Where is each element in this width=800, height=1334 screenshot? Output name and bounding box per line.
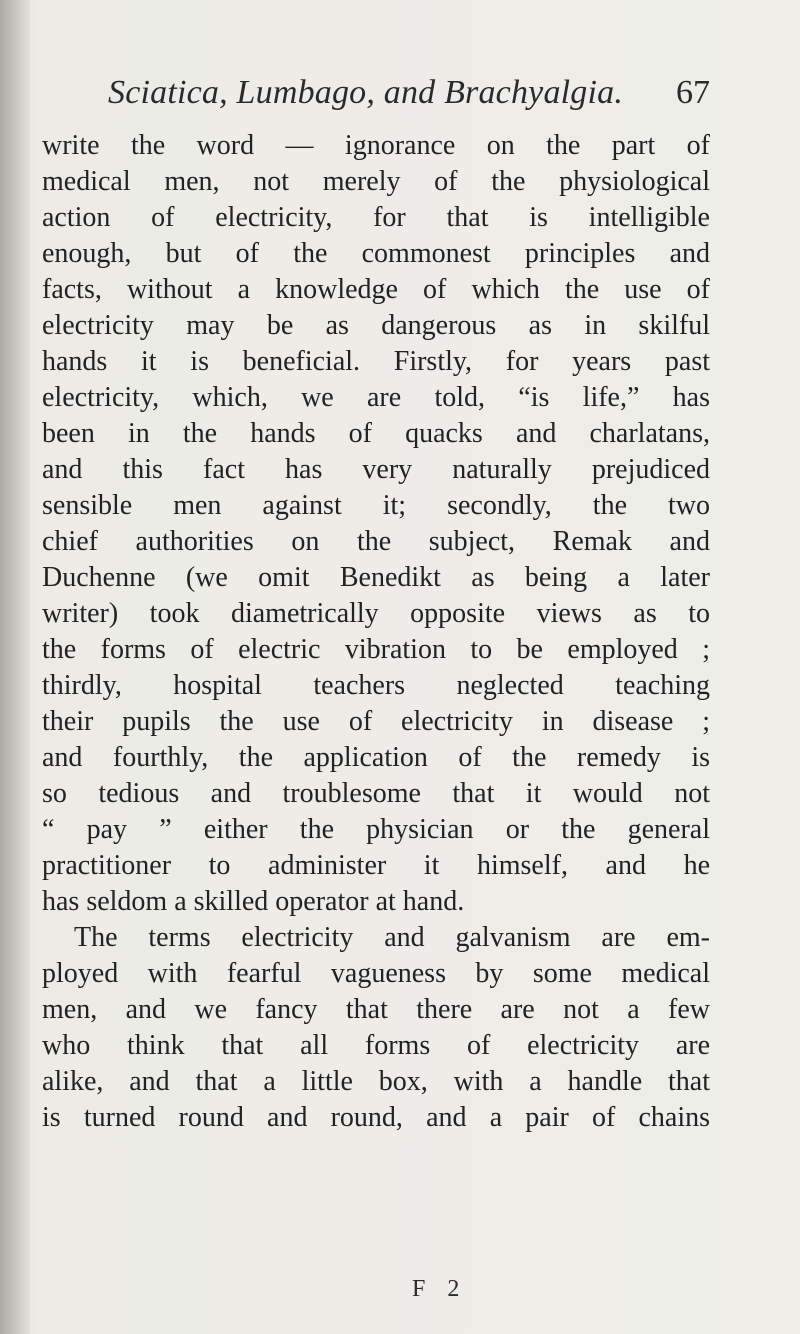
text-line: The terms electricity and galvanism are em- (74, 922, 710, 953)
gutter-shadow (0, 0, 30, 1334)
text-line: is turned round and round, and a pair of chains (42, 1102, 710, 1133)
text-line: writer) took diametrically opposite views as to (42, 598, 710, 629)
text-line: who think that all forms of electricity are (42, 1030, 710, 1061)
text-line: men, and we fancy that there are not a few (42, 994, 710, 1025)
text-line: ployed with fearful vagueness by some medical (42, 958, 710, 989)
text-line: alike, and that a little box, with a handle that (42, 1066, 710, 1097)
running-head: Sciatica, Lumbago, and Brachyalgia. (108, 74, 624, 111)
text-line: facts, without a knowledge of which the use of (42, 274, 710, 305)
body-text (42, 128, 710, 1136)
text-line: been in the hands of quacks and charlatans, (42, 418, 710, 449)
text-line: electricity may be as dangerous as in skilful (42, 310, 710, 341)
text-line: write the word — ignorance on the part of (42, 130, 710, 161)
text-line: action of electricity, for that is intelligible (42, 202, 710, 233)
text-line: practitioner to administer it himself, and he (42, 850, 710, 881)
text-line: thirdly, hospital teachers neglected teaching (42, 670, 710, 701)
text-line: electricity, which, we are told, “is life,” has (42, 382, 710, 413)
text-line: medical men, not merely of the physiological (42, 166, 710, 197)
text-line: hands it is beneficial. Firstly, for years past (42, 346, 710, 377)
text-line: their pupils the use of electricity in disease ; (42, 706, 710, 737)
text-line: sensible men against it; secondly, the two (42, 490, 710, 521)
signature-mark: F 2 (412, 1276, 468, 1302)
text-line: has seldom a skilled operator at hand. (42, 886, 465, 917)
text-line: chief authorities on the subject, Remak and (42, 526, 710, 557)
text-line: Duchenne (we omit Benedikt as being a later (42, 562, 710, 593)
text-line: “ pay ” either the physician or the general (42, 814, 710, 845)
text-line: so tedious and troublesome that it would not (42, 778, 710, 809)
text-line: enough, but of the commonest principles and (42, 238, 710, 269)
text-line: and fourthly, the application of the remedy is (42, 742, 710, 773)
page-number: 67 (676, 74, 710, 111)
text-line: the forms of electric vibration to be employed ; (42, 634, 710, 665)
page-header (108, 73, 710, 113)
text-line: and this fact has very naturally prejudiced (42, 454, 710, 485)
